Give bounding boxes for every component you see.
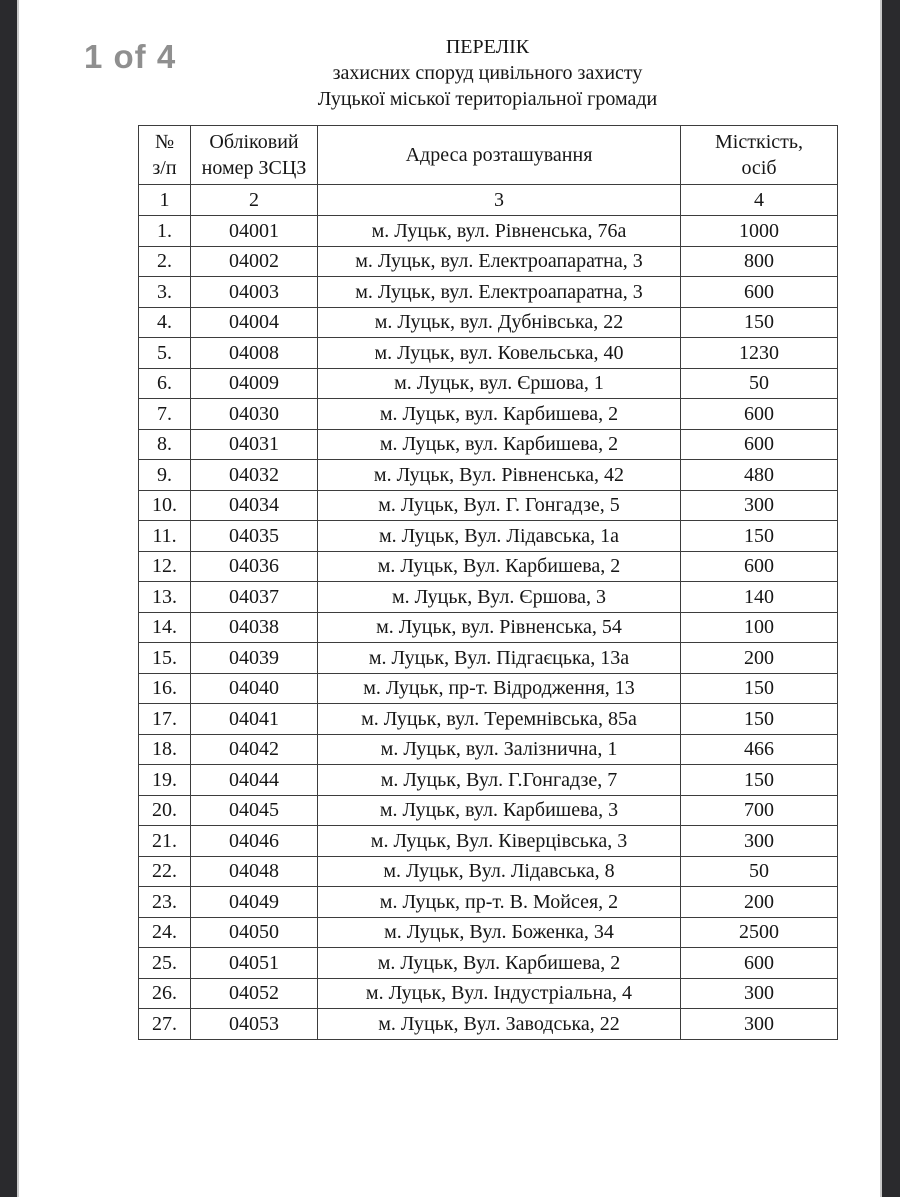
shelter-address-cell: м. Луцьк, вул. Рівненська, 54 [318,612,681,643]
row-number-cell: 19. [139,765,191,796]
shelter-capacity-cell: 600 [681,429,838,460]
shelter-capacity-cell: 1230 [681,338,838,369]
table-row [139,460,838,491]
shelter-id-cell: 04048 [191,856,318,887]
document-content [138,0,837,1040]
shelter-address-cell: м. Луцьк, пр-т. В. Мойсея, 2 [318,887,681,918]
title-line-1: ПЕРЕЛІК [445,36,530,58]
page-indicator: 1 of 4 [84,38,177,75]
shelter-address-cell: м. Луцьк, Вул. Заводська, 22 [318,1009,681,1040]
shelter-capacity-cell: 300 [681,978,838,1009]
viewer-right-edge [880,0,900,1197]
shelter-table [138,125,838,1040]
table-row [139,368,838,399]
shelter-address-cell: м. Луцьк, Вул. Г. Гонгадзе, 5 [318,490,681,521]
shelter-id-cell: 04044 [191,765,318,796]
header-capacity [681,126,838,185]
row-number-cell: 24. [139,917,191,948]
table-body [139,216,838,1040]
shelter-capacity-cell: 600 [681,948,838,979]
shelter-capacity-cell: 100 [681,612,838,643]
column-number-row [139,185,838,216]
row-number-cell: 12. [139,551,191,582]
table-row [139,582,838,613]
shelter-address-cell: м. Луцьк, вул. Залізнична, 1 [318,734,681,765]
header-text: № [154,131,175,153]
title-line-3: Луцької міської територіальної громади [317,88,658,110]
table-row [139,673,838,704]
row-number-cell: 7. [139,399,191,430]
shelter-id-cell: 04036 [191,551,318,582]
row-number-cell: 25. [139,948,191,979]
shelter-capacity-cell: 200 [681,887,838,918]
row-number-cell: 11. [139,521,191,552]
header-text: осіб [741,157,777,179]
header-text: з/п [152,157,177,179]
shelter-id-cell: 04008 [191,338,318,369]
shelter-capacity-cell: 2500 [681,917,838,948]
shelter-address-cell: м. Луцьк, вул. Електроапаратна, 3 [318,277,681,308]
table-row [139,429,838,460]
shelter-capacity-cell: 200 [681,643,838,674]
column-number: 1 [139,185,191,216]
table-row [139,704,838,735]
shelter-address-cell: м. Луцьк, Вул. Ківерцівська, 3 [318,826,681,857]
shelter-id-cell: 04034 [191,490,318,521]
shelter-id-cell: 04053 [191,1009,318,1040]
shelter-id-cell: 04045 [191,795,318,826]
row-number-cell: 2. [139,246,191,277]
shelter-address-cell: м. Луцьк, вул. Дубнівська, 22 [318,307,681,338]
shelter-id-cell: 04009 [191,368,318,399]
shelter-address-cell: м. Луцьк, пр-т. Відродження, 13 [318,673,681,704]
document-title [138,34,837,112]
table-row [139,856,838,887]
title-line-2: захисних споруд цивільного захисту [332,62,643,84]
row-number-cell: 3. [139,277,191,308]
table-row [139,521,838,552]
shelter-id-cell: 04001 [191,216,318,247]
shelter-address-cell: м. Луцьк, Вул. Рівненська, 42 [318,460,681,491]
row-number-cell: 27. [139,1009,191,1040]
viewer-left-edge [0,0,19,1197]
shelter-address-cell: м. Луцьк, Вул. Карбишева, 2 [318,948,681,979]
shelter-id-cell: 04003 [191,277,318,308]
row-number-cell: 22. [139,856,191,887]
header-row-number [139,126,191,185]
table-row [139,612,838,643]
table-row [139,948,838,979]
shelter-capacity-cell: 50 [681,368,838,399]
shelter-capacity-cell: 300 [681,490,838,521]
table-row [139,795,838,826]
shelter-id-cell: 04050 [191,917,318,948]
shelter-capacity-cell: 150 [681,704,838,735]
row-number-cell: 6. [139,368,191,399]
shelter-capacity-cell: 800 [681,246,838,277]
header-text: Місткість, [715,131,803,153]
shelter-capacity-cell: 600 [681,399,838,430]
table-row [139,246,838,277]
header-address [318,126,681,185]
shelter-address-cell: м. Луцьк, вул. Теремнівська, 85а [318,704,681,735]
shelter-id-cell: 04040 [191,673,318,704]
shelter-address-cell: м. Луцьк, вул. Електроапаратна, 3 [318,246,681,277]
shelter-id-cell: 04049 [191,887,318,918]
shelter-id-cell: 04030 [191,399,318,430]
shelter-capacity-cell: 150 [681,307,838,338]
shelter-id-cell: 04037 [191,582,318,613]
shelter-address-cell: м. Луцьк, вул. Ковельська, 40 [318,338,681,369]
row-number-cell: 4. [139,307,191,338]
row-number-cell: 18. [139,734,191,765]
table-row [139,826,838,857]
shelter-address-cell: м. Луцьк, вул. Карбишева, 2 [318,399,681,430]
table-row [139,338,838,369]
table-row [139,399,838,430]
shelter-address-cell: м. Луцьк, вул. Єршова, 1 [318,368,681,399]
table-row [139,765,838,796]
shelter-capacity-cell: 300 [681,1009,838,1040]
shelter-id-cell: 04032 [191,460,318,491]
row-number-cell: 20. [139,795,191,826]
table-row [139,551,838,582]
shelter-address-cell: м. Луцьк, вул. Карбишева, 2 [318,429,681,460]
table-row [139,978,838,1009]
header-text: номер ЗСЦЗ [201,157,307,179]
table-row [139,887,838,918]
shelter-address-cell: м. Луцьк, Вул. Лідавська, 1а [318,521,681,552]
shelter-address-cell: м. Луцьк, Вул. Підгаєцька, 13а [318,643,681,674]
shelter-id-cell: 04046 [191,826,318,857]
row-number-cell: 23. [139,887,191,918]
shelter-capacity-cell: 150 [681,673,838,704]
shelter-address-cell: м. Луцьк, Вул. Боженка, 34 [318,917,681,948]
table-row [139,216,838,247]
shelter-capacity-cell: 50 [681,856,838,887]
row-number-cell: 26. [139,978,191,1009]
table-row [139,307,838,338]
shelter-address-cell: м. Луцьк, вул. Рівненська, 76а [318,216,681,247]
shelter-id-cell: 04041 [191,704,318,735]
table-row [139,917,838,948]
shelter-id-cell: 04052 [191,978,318,1009]
shelter-id-cell: 04042 [191,734,318,765]
row-number-cell: 16. [139,673,191,704]
table-header-row [139,126,838,185]
shelter-id-cell: 04039 [191,643,318,674]
shelter-capacity-cell: 140 [681,582,838,613]
shelter-address-cell: м. Луцьк, Вул. Індустріальна, 4 [318,978,681,1009]
row-number-cell: 8. [139,429,191,460]
table-row [139,490,838,521]
row-number-cell: 10. [139,490,191,521]
shelter-id-cell: 04031 [191,429,318,460]
row-number-cell: 9. [139,460,191,491]
row-number-cell: 1. [139,216,191,247]
shelter-address-cell: м. Луцьк, Вул. Г.Гонгадзе, 7 [318,765,681,796]
shelter-id-cell: 04004 [191,307,318,338]
shelter-capacity-cell: 150 [681,521,838,552]
row-number-cell: 14. [139,612,191,643]
table-row [139,277,838,308]
column-number: 2 [191,185,318,216]
row-number-cell: 15. [139,643,191,674]
row-number-cell: 13. [139,582,191,613]
shelter-capacity-cell: 600 [681,551,838,582]
shelter-capacity-cell: 150 [681,765,838,796]
column-number: 3 [318,185,681,216]
shelter-capacity-cell: 466 [681,734,838,765]
header-shelter-id [191,126,318,185]
shelter-capacity-cell: 300 [681,826,838,857]
shelter-id-cell: 04038 [191,612,318,643]
shelter-capacity-cell: 700 [681,795,838,826]
table-row [139,734,838,765]
shelter-id-cell: 04051 [191,948,318,979]
row-number-cell: 5. [139,338,191,369]
shelter-address-cell: м. Луцьк, Вул. Карбишева, 2 [318,551,681,582]
table-row [139,643,838,674]
table-row [139,1009,838,1040]
shelter-capacity-cell: 1000 [681,216,838,247]
shelter-capacity-cell: 600 [681,277,838,308]
header-text: Адреса розташування [405,144,593,166]
shelter-id-cell: 04035 [191,521,318,552]
shelter-address-cell: м. Луцьк, Вул. Лідавська, 8 [318,856,681,887]
row-number-cell: 17. [139,704,191,735]
shelter-address-cell: м. Луцьк, Вул. Єршова, 3 [318,582,681,613]
shelter-address-cell: м. Луцьк, вул. Карбишева, 3 [318,795,681,826]
shelter-capacity-cell: 480 [681,460,838,491]
shelter-id-cell: 04002 [191,246,318,277]
header-text: Обліковий [209,131,299,153]
row-number-cell: 21. [139,826,191,857]
column-number: 4 [681,185,838,216]
